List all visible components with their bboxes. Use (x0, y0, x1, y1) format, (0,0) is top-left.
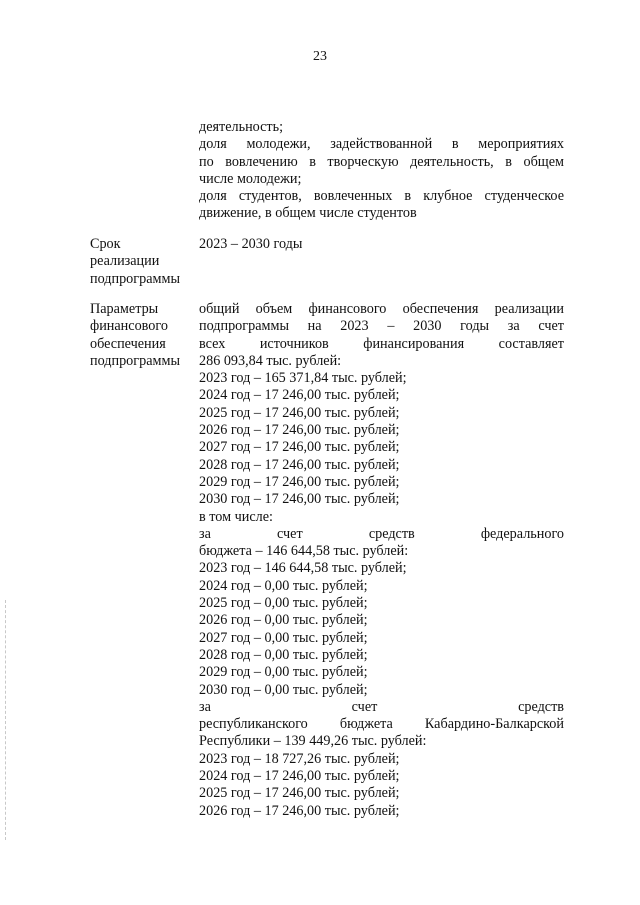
finance-line: 2028 год – 0,00 тыс. рублей; (199, 646, 368, 663)
finance-label-line: подпрограммы (90, 352, 180, 369)
finance-line: 286 093,84 тыс. рублей: (199, 352, 342, 369)
finance-label-line: Параметры (90, 301, 159, 317)
finance-line: за счет средств федерального (199, 525, 564, 542)
period-value-block (199, 236, 564, 253)
finance-line: 2028 год – 17 246,00 тыс. рублей; (199, 456, 400, 473)
finance-line: подпрограммы на 2023 – 2030 годы за счет (199, 318, 564, 335)
finance-line: 2026 год – 17 246,00 тыс. рублей; (199, 802, 400, 819)
intro-line: числе молодежи; (199, 170, 302, 187)
finance-line: 2023 год – 18 727,26 тыс. рублей; (199, 750, 400, 767)
finance-line: 2029 год – 17 246,00 тыс. рублей; (199, 473, 400, 490)
finance-line: 2025 год – 17 246,00 тыс. рублей; (199, 404, 400, 421)
finance-line: в том числе: (199, 508, 273, 525)
period-label-line: Срок (90, 236, 121, 252)
finance-line: 2023 год – 165 371,84 тыс. рублей; (199, 370, 407, 387)
finance-line: 2030 год – 0,00 тыс. рублей; (199, 681, 368, 698)
period-value: 2023 – 2030 годы (199, 236, 303, 252)
finance-line: 2024 год – 17 246,00 тыс. рублей; (199, 387, 400, 404)
finance-line: республиканского бюджета Кабардино-Балкарской (199, 716, 564, 733)
finance-line: 2027 год – 17 246,00 тыс. рублей; (199, 439, 400, 456)
finance-line: Республики – 139 449,26 тыс. рублей: (199, 733, 427, 750)
period-label (90, 236, 190, 288)
finance-line: 2025 год – 0,00 тыс. рублей; (199, 595, 368, 612)
finance-value-block (199, 301, 564, 820)
finance-line: 2027 год – 0,00 тыс. рублей; (199, 629, 368, 646)
intro-line: доля студентов, вовлеченных в клубное студенческое (199, 188, 564, 205)
intro-text-block (199, 119, 564, 223)
finance-label-line: финансового (90, 318, 168, 335)
finance-label (90, 301, 190, 370)
intro-line: по вовлечению в творческую деятельность, в общем (199, 153, 564, 170)
period-label-line: подпрограммы (90, 270, 180, 287)
finance-line: общий объем финансового обеспечения реализации (199, 301, 564, 317)
intro-line: движение, в общем числе студентов (199, 205, 417, 222)
finance-line: 2026 год – 0,00 тыс. рублей; (199, 612, 368, 629)
page-number: 23 (313, 49, 327, 64)
finance-line: 2024 год – 17 246,00 тыс. рублей; (199, 768, 400, 785)
finance-line: 2029 год – 0,00 тыс. рублей; (199, 664, 368, 681)
intro-line: доля молодежи, задействованной в мероприятиях (199, 136, 564, 153)
finance-line: 2030 год – 17 246,00 тыс. рублей; (199, 491, 400, 508)
finance-line: всех источников финансирования составляет (199, 335, 564, 352)
finance-line: бюджета – 146 644,58 тыс. рублей: (199, 543, 409, 560)
intro-line: деятельность; (199, 119, 284, 135)
finance-label-line: обеспечения (90, 335, 166, 352)
finance-line: 2024 год – 0,00 тыс. рублей; (199, 577, 368, 594)
finance-line: 2026 год – 17 246,00 тыс. рублей; (199, 422, 400, 439)
finance-line: за счет средств (199, 698, 564, 715)
finance-line: 2025 год – 17 246,00 тыс. рублей; (199, 785, 400, 802)
period-label-line: реализации (90, 253, 160, 270)
scan-edge-mark (5, 600, 6, 840)
finance-line: 2023 год – 146 644,58 тыс. рублей; (199, 560, 407, 577)
